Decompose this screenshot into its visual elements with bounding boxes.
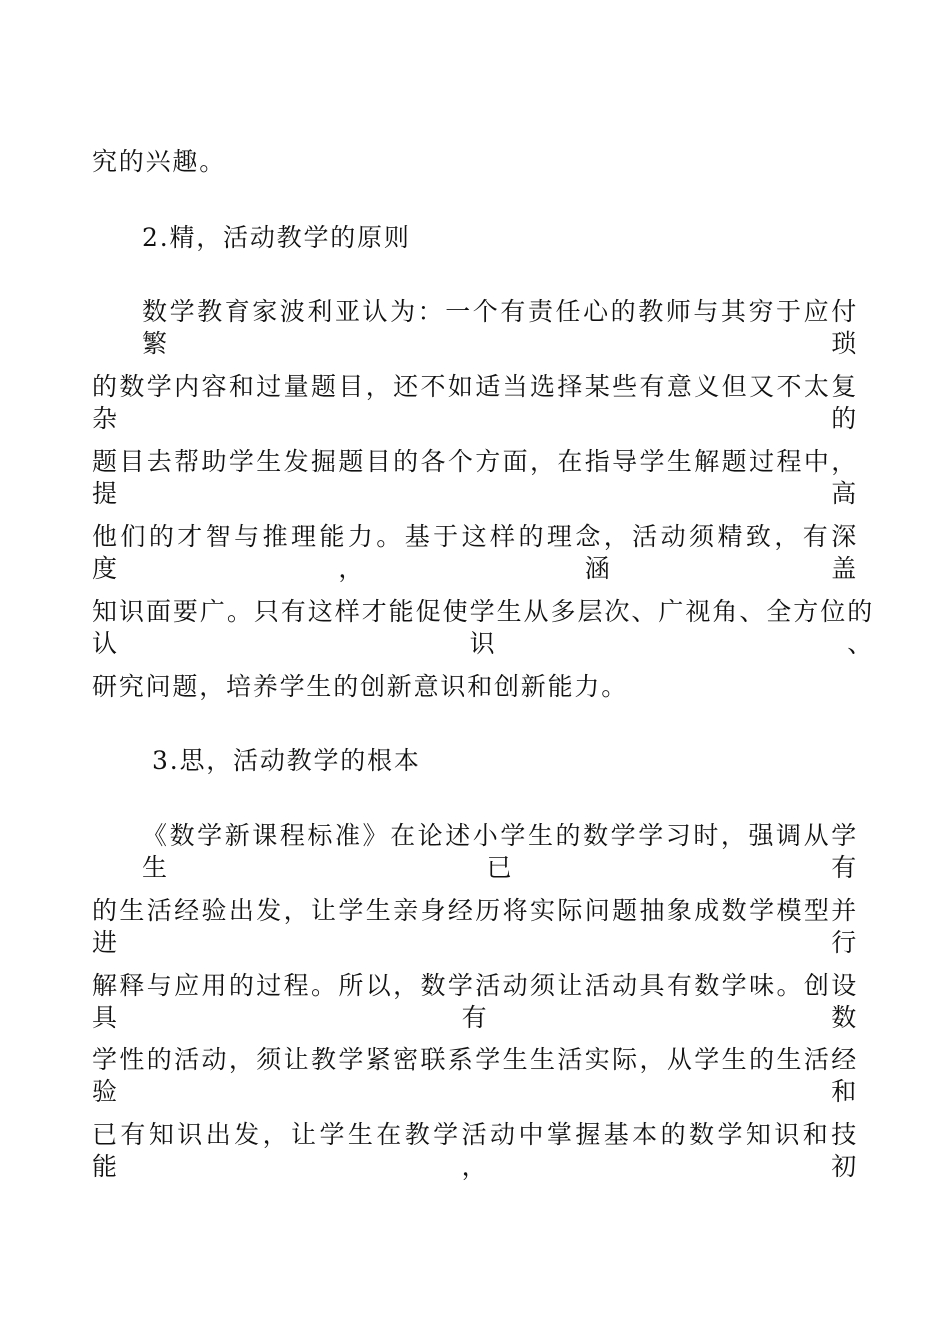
section-heading-2: 2.精，活动教学的原则 <box>142 223 411 252</box>
paragraph-line: 解释与应用的过程。所以，数学活动须让活动具有数学味。创设具有数 <box>92 971 858 1032</box>
paragraph-line: 研究问题，培养学生的创新意识和创新能力。 <box>92 672 629 701</box>
paragraph-line: 的生活经验出发，让学生亲身经历将实际问题抽象成数学模型并进行 <box>92 896 858 957</box>
paragraph-continuation-line: 究的兴趣。 <box>92 147 227 176</box>
paragraph-line: 题目去帮助学生发掘题目的各个方面，在指导学生解题过程中，提高 <box>92 447 858 508</box>
paragraph-line: 他们的才智与推理能力。基于这样的理念，活动须精致，有深度，涵盖 <box>92 522 858 583</box>
paragraph-line: 的数学内容和过量题目，还不如适当选择某些有意义但又不太复杂的 <box>92 372 858 433</box>
section-heading-3: 3.思，活动教学的根本 <box>152 746 421 775</box>
paragraph-line: 已有知识出发，让学生在教学活动中掌握基本的数学知识和技能，初 <box>92 1120 858 1181</box>
paragraph-line: 学性的活动，须让教学紧密联系学生生活实际，从学生的生活经验和 <box>92 1045 858 1106</box>
paragraph-line: 知识面要广。只有这样才能促使学生从多层次、广视角、全方位的认识、 <box>92 597 874 658</box>
paragraph-line: 《数学新课程标准》在论述小学生的数学学习时，强调从学生已有 <box>142 821 858 882</box>
paragraph-line: 数学教育家波利亚认为：一个有责任心的教师与其穷于应付繁琐 <box>142 297 858 358</box>
